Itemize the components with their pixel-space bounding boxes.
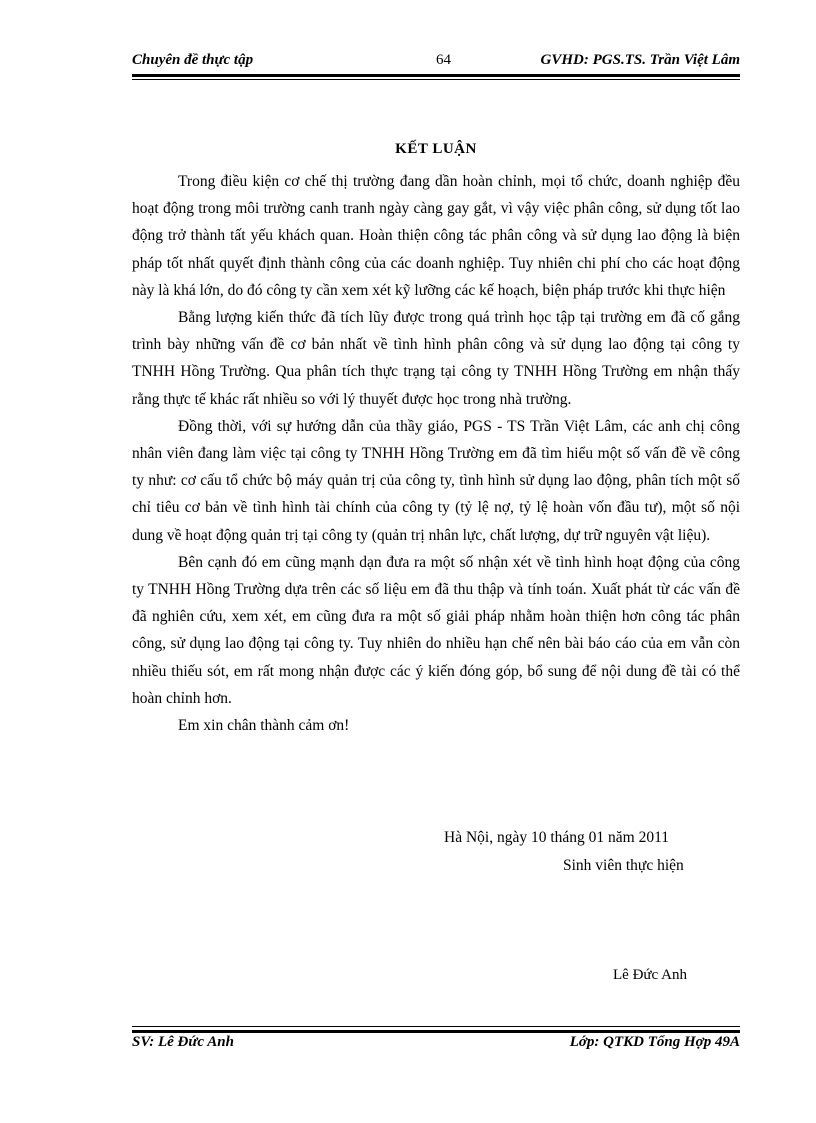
header-supervisor: GVHD: PGS.TS. Trần Việt Lâm <box>540 52 740 68</box>
header-rule-thick <box>132 74 740 77</box>
paragraph-3: Đồng thời, với sự hướng dẫn của thầy giáo, PGS - TS Trần Việt Lâm, các anh chị công nhân viên đang làm việc tại công ty TNHH Hồng Trường em đã tìm hiểu một số vấn đề về công ty như: cơ cấu tổ chức bộ máy quản trị của công ty, tình hình sử dụng lao động, phân tích một số chỉ tiêu cơ bản về tình hình tài chính của công ty (tỷ lệ nợ, tỷ lệ hoàn vốn đầu tư), một số nội dung về hoạt động quản trị tại công ty (quản trị nhân lực, chất lượng, dự trữ nguyên vật liệu). <box>132 417 740 544</box>
section-title: KẾT LUẬN <box>395 141 477 157</box>
signature-role: Sinh viên thực hiện <box>563 857 684 874</box>
footer-rule-thin <box>132 1026 740 1027</box>
footer-class: Lớp: QTKD Tổng Hợp 49A <box>569 1034 740 1050</box>
footer-rule-thick <box>132 1030 740 1033</box>
paragraph-1: Trong điều kiện cơ chế thị trường đang dần hoàn chỉnh, mọi tổ chức, doanh nghiệp đều hoạt động trong môi trường canh tranh ngày càng gay gắt, vì vậy việc phân công, sử dụng tốt lao động trở thành tất yếu khách quan. Hoàn thiện công tác phân công và sử dụng lao động là biện pháp tốt nhất quyết định thành công của các doanh nghiệp. Tuy nhiên chi phí cho các hoạt động này là khá lớn, do đó công ty cần xem xét kỹ lưỡng các kế hoạch, biện pháp trước khi thực hiện <box>132 173 740 299</box>
page-header <box>132 52 740 76</box>
page-footer <box>132 1034 740 1058</box>
header-document-type: Chuyên đề thực tập <box>132 52 254 68</box>
paragraph-2: Bằng lượng kiến thức đã tích lũy được trong quá trình học tập tại trường em đã cố gắng trình bày những vấn đề cơ bản nhất về tình hình phân công và sử dụng lao động tại công ty TNHH Hồng Trường. Qua phân tích thực trạng tại công ty TNHH Hồng Trường em nhận thấy rằng thực tế khác rất nhiều so với lý thuyết được học trong nhà trường. <box>132 309 740 408</box>
header-rule-thin <box>132 79 740 80</box>
page-number: 64 <box>436 52 451 68</box>
paragraph-4: Bên cạnh đó em cũng mạnh dạn đưa ra một số nhận xét về tình hình hoạt động của công ty TNHH Hồng Trường dựa trên các số liệu em đã thu thập và tính toán. Xuất phát từ các vấn đề đã nghiên cứu, xem xét, em cũng đưa ra một số giải pháp nhằm hoàn thiện hơn công tác phân công, sử dụng lao động tại công ty. Tuy nhiên do nhiều hạn chế nên bài báo cáo của em vẫn còn nhiều thiếu sót, em rất mong nhận được các ý kiến đóng góp, bổ sung để nội dung đề tài có thể hoàn chỉnh hơn. <box>132 553 740 707</box>
footer-student: SV: Lê Đức Anh <box>132 1034 234 1050</box>
signature-date: Hà Nội, ngày 10 tháng 01 năm 2011 <box>444 829 669 846</box>
closing-thanks: Em xin chân thành cảm ơn! <box>178 717 350 735</box>
body-text <box>132 168 740 739</box>
signature-name: Lê Đức Anh <box>613 967 687 983</box>
